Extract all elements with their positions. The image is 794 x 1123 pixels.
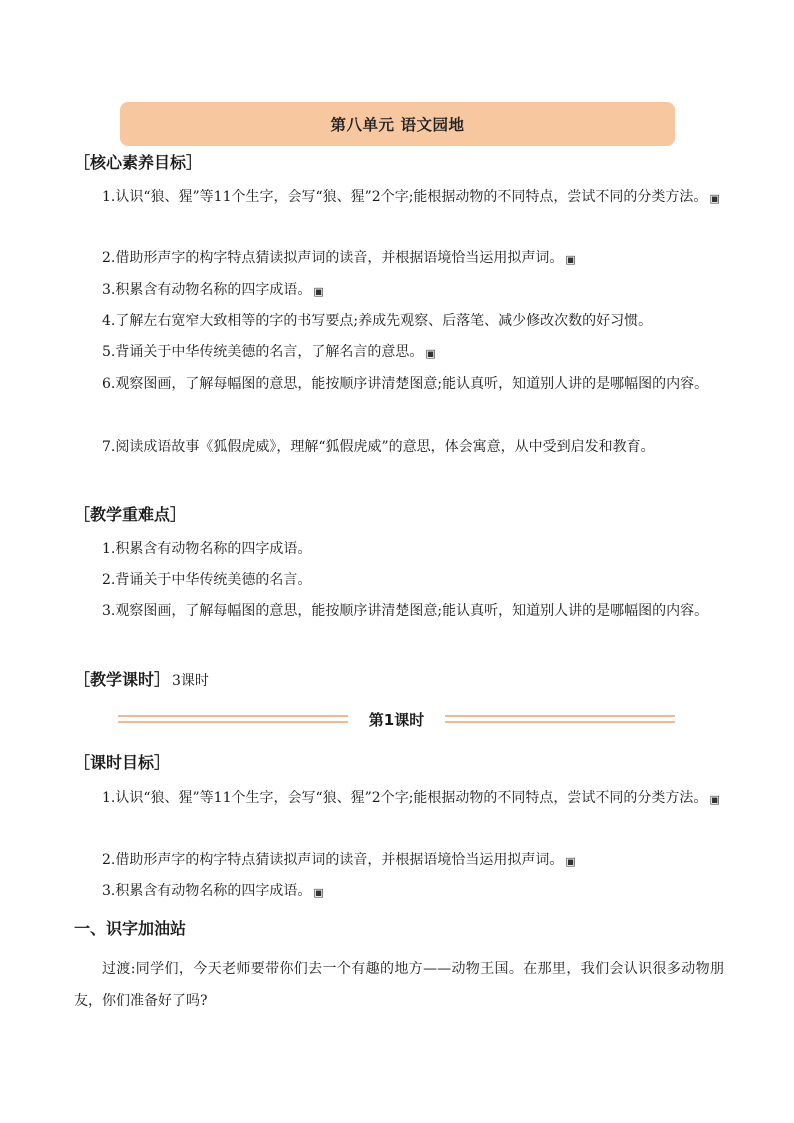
key-point-item: 1.积累含有动物名称的四字成语。 bbox=[102, 541, 312, 557]
key-point-item: 3.观察图画，了解每幅图的意思，能按顺序讲清楚图意;能认真听，知道别人讲的是哪幅图的内容。 bbox=[102, 603, 709, 619]
core-goal-item: 5.背诵关于中华传统美德的名言，了解名言的意思。 ▣ bbox=[102, 344, 436, 360]
key-points-heading: ［教学重难点］ bbox=[74, 505, 187, 524]
core-goal-item: 6.观察图画，了解每幅图的意思，能按顺序讲清楚图意;能认真听，知道别人讲的是哪幅图的内容。 bbox=[102, 376, 709, 392]
lesson-label: 第1课时 bbox=[359, 711, 434, 729]
teaching-hours-heading: ［教学课时］ bbox=[74, 670, 171, 689]
part-one-text: 过渡:同学们，今天老师要带你们去一个有趣的地方——动物王国。在那里，我们会认识很多动物朋友，你们准备好了吗? bbox=[74, 961, 724, 1009]
lesson-goal-item: 3.积累含有动物名称的四字成语。 ▣ bbox=[102, 883, 324, 899]
teaching-hours-value: 3课时 bbox=[172, 673, 209, 689]
goal-mark-icon: ▣ bbox=[709, 192, 720, 205]
goal-mark-icon: ▣ bbox=[313, 285, 324, 298]
goal-mark-icon: ▣ bbox=[565, 253, 576, 266]
goal-mark-icon: ▣ bbox=[709, 793, 720, 806]
lesson-goals-heading: ［课时目标］ bbox=[74, 753, 171, 772]
core-goals-heading: ［核心素养目标］ bbox=[74, 153, 203, 172]
core-goal-item: 7.阅读成语故事《狐假虎威》，理解“狐假虎威”的意思，体会寓意，从中受到启发和教育。 bbox=[102, 439, 655, 455]
part-one-heading: 一、识字加油站 bbox=[74, 919, 187, 938]
lesson-goal-item: 1.认识“狼、猩”等11个生字，会写“狼、猩”2个字;能根据动物的不同特点，尝试不同的分类方法。 ▣ bbox=[102, 790, 720, 806]
title-banner bbox=[120, 102, 675, 146]
lesson-goal-item: 2.借助形声字的构字特点猜读拟声词的读音，并根据语境恰当运用拟声词。 ▣ bbox=[102, 852, 576, 868]
goal-mark-icon: ▣ bbox=[565, 855, 576, 868]
core-goal-item: 4.了解左右宽窄大致相等的字的书写要点;养成先观察、后落笔、减少修改次数的好习惯。 bbox=[102, 313, 653, 329]
page-title: 第八单元 语文园地 bbox=[330, 116, 465, 134]
core-goal-item: 1.认识“狼、猩”等11个生字，会写“狼、猩”2个字;能根据动物的不同特点，尝试不同的分类方法。 ▣ bbox=[102, 189, 720, 205]
goal-mark-icon: ▣ bbox=[425, 347, 436, 360]
goal-mark-icon: ▣ bbox=[313, 886, 324, 899]
core-goal-item: 3.积累含有动物名称的四字成语。 ▣ bbox=[102, 282, 324, 298]
core-goal-item: 2.借助形声字的构字特点猜读拟声词的读音，并根据语境恰当运用拟声词。 ▣ bbox=[102, 250, 576, 266]
teaching-hours bbox=[74, 667, 209, 690]
key-point-item: 2.背诵关于中华传统美德的名言。 bbox=[102, 572, 312, 588]
lesson-divider bbox=[118, 707, 675, 731]
